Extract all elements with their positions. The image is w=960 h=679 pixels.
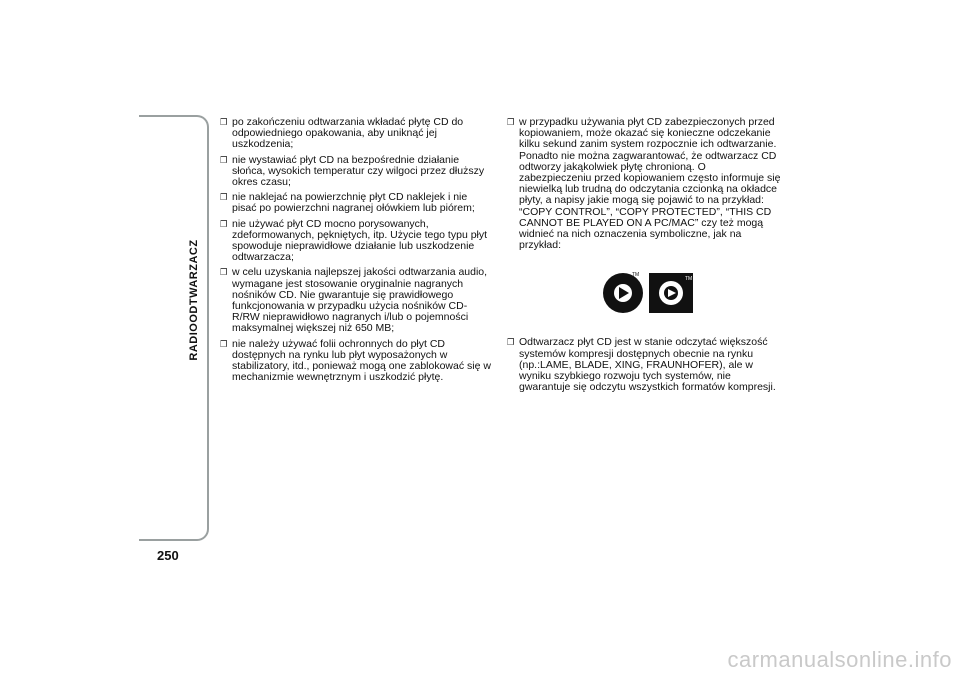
checkbox-bullet-icon: ❒ [507, 337, 515, 348]
checkbox-bullet-icon: ❒ [220, 117, 228, 127]
trademark-mark: TM [685, 276, 693, 283]
checkbox-bullet-icon: ❒ [220, 154, 228, 165]
bullet-text: Odtwarzacz płyt CD jest w stanie odczytać większość systemów kompresji dostępnych obecnie na rynku (np.:LAME, BLADE, XING, FRAUNHOFER), ale w wyniku szybkiego rozwoju tych systemów, nie gwarantuje się odczytu wszystkich formatów kompresji. [519, 336, 776, 394]
copy-protection-icon [599, 269, 699, 315]
checkbox-bullet-icon: ❒ [220, 267, 228, 278]
bullet-text: nie wystawiać płyt CD na bezpośrednie działanie słońca, wysokich temperatur czy wilgoci przez dłuższy okres czasu; [232, 153, 485, 189]
bullet-text: po zakończeniu odtwarzania wkładać płytę CD do odpowiedniego opakowania, aby uniknąć jej uszkodzenia; [232, 116, 464, 151]
bullet-text: nie używać płyt CD mocno porysowanych, zdeformowanych, pękniętych, itp. Użycie tego typu płyt spowoduje nieprawidłowe działanie lub uszkodzenie odtwarzacza; [232, 217, 488, 264]
section-title: RADIOODTWARZACZ [188, 239, 200, 361]
checkbox-bullet-icon: ❒ [220, 218, 228, 229]
copy-protection-symbol-right [649, 273, 693, 313]
copy-control-symbol-left [603, 272, 643, 313]
copy-protection-symbols [599, 269, 781, 315]
trademark-mark: TM [632, 272, 640, 279]
bullet-item [220, 267, 492, 334]
bullet-text: nie należy używać folii ochronnych do płyt CD dostępnych na rynku lub płyt wyposażonych w stabilizatory, itd., ponieważ mogą one zablokować się w mechanizmie wewnętrznym i uszkodzić płytę. [232, 337, 491, 384]
bullet-item [220, 117, 492, 151]
checkbox-bullet-icon: ❒ [220, 338, 228, 349]
page-number: 250 [157, 548, 179, 563]
bullet-text: nie naklejać na powierzchnię płyt CD naklejek i nie pisać po powierzchni nagranej ołówkiem lub piórem; [232, 191, 475, 215]
bullet-item [220, 155, 492, 189]
bullet-text: w przypadku używania płyt CD zabezpieczonych przed kopiowaniem, może okazać się konieczne odczekanie kilku sekund zanim system rozpocznie ich odtwarzanie. Ponadto nie można zagwarantować, że odtwarzacz CD odtworzy jakąkolwiek płytę chronioną. O zabezpieczeniu przed kopiowaniem często informuje się niewielką lub trudną do odczytania czcionką na okładce płyty, a napisy jakie mogą się pojawić to na przykład: “COPY CONTROL”, “COPY PROTECTED”, “THIS CD CANNOT BE PLAYED ON A PC/MAC” czy też mogą widnieć na nich oznaczenia symboliczne, jak na przykład: [519, 116, 781, 252]
checkbox-bullet-icon: ❒ [220, 192, 228, 203]
bullet-item [507, 117, 781, 251]
bullet-text: w celu uzyskania najlepszej jakości odtwarzania audio, wymagane jest stosowanie oryginalnie nagranych nośników CD. Nie gwarantuje się prawidłowego funkcjonowania w przypadku użycia nośników CD-R/RW nieprawidłowo nagranych i/lub o pojemności maksymalnej większej niż 650 MB; [232, 266, 488, 335]
bullet-item [220, 339, 492, 384]
watermark: carmanualsonline.info [727, 647, 952, 672]
checkbox-bullet-icon: ❒ [507, 117, 515, 127]
bullet-item [507, 337, 781, 393]
bullet-item [220, 192, 492, 214]
right-column [507, 117, 781, 397]
left-column [220, 117, 492, 387]
bullet-item [220, 219, 492, 264]
